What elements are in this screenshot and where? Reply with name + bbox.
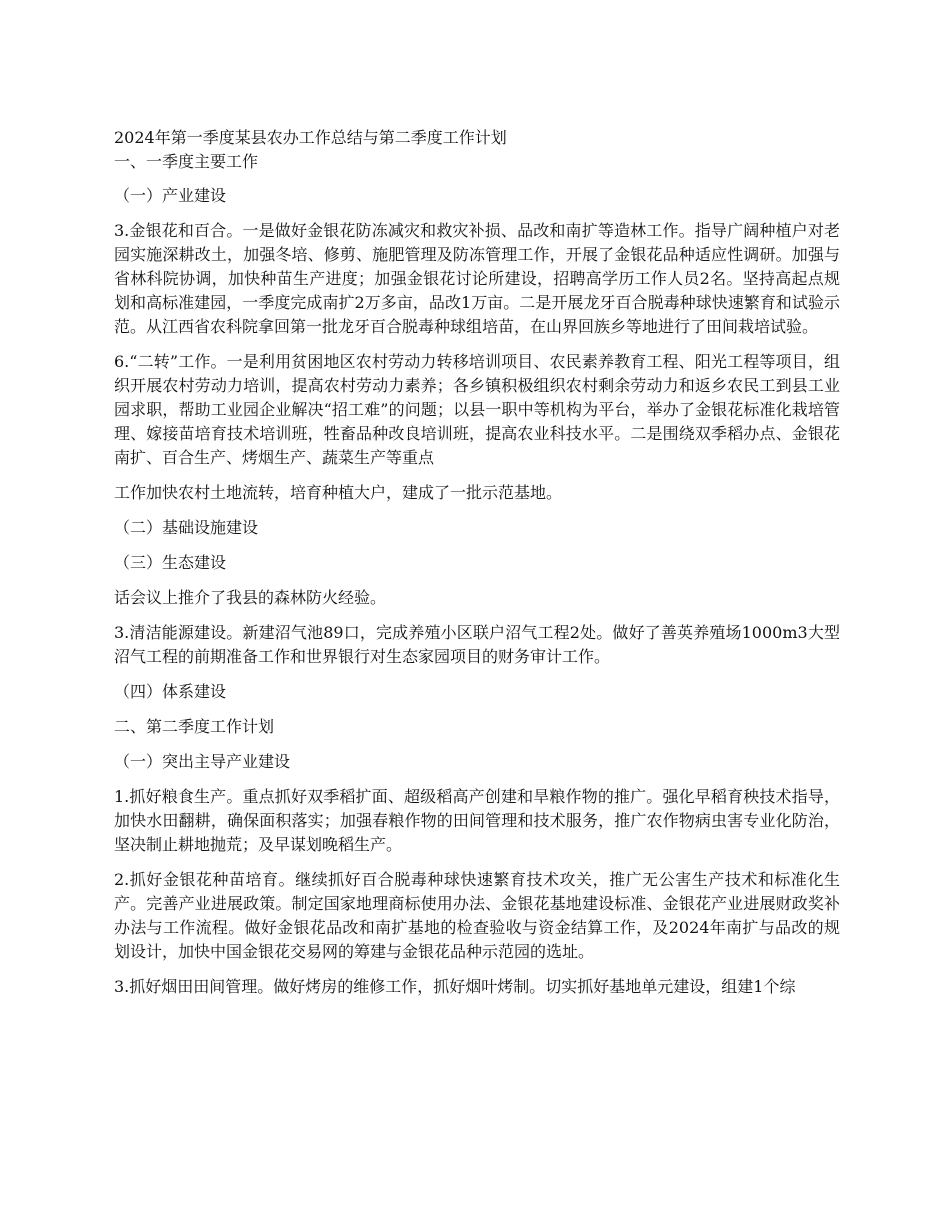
paragraph-tobacco-management: 3.抓好烟田田间管理。做好烤房的维修工作，抓好烟叶烤制。切实抓好基地单元建设，组建1个综 <box>114 977 796 996</box>
section-heading-part1: 一、一季度主要工作 <box>114 152 259 171</box>
subsection-heading-leading-industry: （一）突出主导产业建设 <box>114 752 291 771</box>
paragraph-forest-fire: 话会议上推介了我县的森林防火经验。 <box>114 588 387 607</box>
document-title: 2024年第一季度某县农办工作总结与第二季度工作计划 <box>114 128 507 147</box>
paragraph-grain-production: 1.抓好粮食生产。重点抓好双季稻扩面、超级稻高产创建和旱粮作物的推广。强化早稻育秧技术指导，加快水田翻耕，确保面积落实；加强春粮作物的田间管理和技术服务，推广农作物病虫害专业化防治，坚决制止耕地抛荒；及早谋划晚稻生产。 <box>114 787 840 854</box>
document-page <box>114 126 840 1010</box>
subsection-heading-ecology: （三）生态建设 <box>114 553 227 572</box>
paragraph-honeysuckle-lily: 3.金银花和百合。一是做好金银花防冻减灾和救灾补损、品改和南扩等造林工作。指导广阔种植户对老园实施深耕改土，加强冬培、修剪、施肥管理及防冻管理工作，开展了金银花品种适应性调研。加强与省林科院协调，加快种苗生产进度；加强金银花讨论所建设，招聘高学历工作人员2名。坚持高起点规划和高标准建园，一季度完成南扩2万多亩，品改1万亩。二是开展龙牙百合脱毒种球快速繁育和试验示范。从江西省农科院拿回第一批龙牙百合脱毒种球组培苗，在山界回族乡等地进行了田间栽培试验。 <box>114 221 840 336</box>
paragraph-two-transfers: 6.“二转”工作。一是利用贫困地区农村劳动力转移培训项目、农民素养教育工程、阳光工程等项目，组织开展农村劳动力培训，提高农村劳动力素养；各乡镇积极组织农村剩余劳动力和返乡农民工到县工业园求职，帮助工业园企业解决“招工难”的问题；以县一职中等机构为平台，举办了金银花标准化栽培管理、嫁接苗培育技术培训班，牲畜品种改良培训班，提高农业科技水平。二是围绕双季稻办点、金银花南扩、百合生产、烤烟生产、蔬菜生产等重点 <box>114 352 840 467</box>
subsection-heading-industry: （一）产业建设 <box>114 186 227 205</box>
section-heading-part2: 二、第二季度工作计划 <box>114 717 275 736</box>
paragraph-clean-energy: 3.清洁能源建设。新建沼气池89口，完成养殖小区联户沼气工程2处。做好了善英养殖场1000m3大型沼气工程的前期准备工作和世界银行对生态家园项目的财务审计工作。 <box>114 623 840 666</box>
paragraph-land-transfer: 工作加快农村土地流转，培育种植大户，建成了一批示范基地。 <box>114 483 563 502</box>
paragraph-seedling-cultivation: 2.抓好金银花种苗培育。继续抓好百合脱毒种球快速繁育技术攻关，推广无公害生产技术和标准化生产。完善产业进展政策。制定国家地理商标使用办法、金银花基地建设标准、金银花产业进展财政奖补办法与工作流程。做好金银花品改和南扩基地的检查验收与资金结算工作，及2024年南扩与品改的规划设计，加快中国金银花交易网的筹建与金银花品种示范园的选址。 <box>114 870 840 961</box>
subsection-heading-system: （四）体系建设 <box>114 682 227 701</box>
subsection-heading-infrastructure: （二）基础设施建设 <box>114 518 259 537</box>
